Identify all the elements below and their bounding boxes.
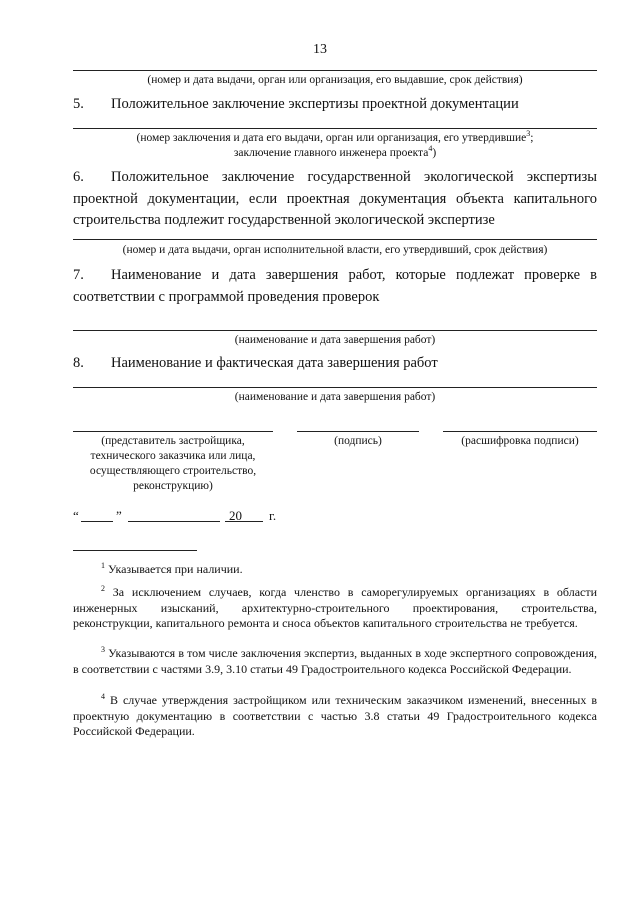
item-7-number: 7. xyxy=(73,267,84,283)
item-5-text: Положительное заключение экспертизы проектной документации xyxy=(111,96,519,112)
item-5-number: 5. xyxy=(73,96,84,112)
date-day-line xyxy=(81,521,113,522)
item-6 xyxy=(73,167,597,232)
item-6-number: 6. xyxy=(73,169,84,185)
signature-line-sign xyxy=(297,431,419,432)
caption-expertise: (номер заключения и дата его выдачи, орган или организация, его утвердившие$^3$; заключение главного инженера проекта$^4$) xyxy=(136,129,534,159)
fill-line-expertise xyxy=(73,128,597,129)
caption-representative: (представитель застройщика, технического заказчика или лица, осуществляющего строительство, реконструкцию) xyxy=(89,435,257,492)
fill-line-actual-works xyxy=(73,387,597,388)
item-8 xyxy=(73,353,597,375)
page-number: 13 xyxy=(313,42,327,57)
item-7-text: Наименование и дата завершения работ, которые подлежат проверке в соответствии с программой проведения проверок xyxy=(73,267,597,305)
date-open-quote: “ xyxy=(73,508,79,523)
caption-signature: (подпись) xyxy=(334,435,382,447)
footnote-4: $^4$ В случае утверждения застройщиком или техническим заказчиком изменений, внесенных в проектную документацию в соответствии с частью 3.8 статьи 49 Градостроительного кодекса Российской Федерации. xyxy=(73,692,597,738)
item-8-text: Наименование и фактическая дата завершения работ xyxy=(111,355,438,371)
fill-line-works xyxy=(73,330,597,331)
date-month-line xyxy=(128,521,220,522)
fill-line-eco-expertise xyxy=(73,239,597,240)
footnote-1: $^1$ Указывается при наличии. xyxy=(101,561,243,576)
signature-line-decode xyxy=(443,431,597,432)
date-close-quote: ” xyxy=(116,508,122,523)
signature-line-representative xyxy=(73,431,273,432)
footnote-separator xyxy=(73,550,197,551)
date-year-suffix: г. xyxy=(269,508,277,523)
caption-permit: (номер и дата выдачи, орган или организация, его выдавшие, срок действия) xyxy=(147,74,523,86)
footnote-3: $^3$ Указываются в том числе заключения экспертиз, выданных в ходе экспертного сопровождения, в соответствии с частями 3.9, 3.10 статьи 49 Градостроительного кодекса Российской Федерации. xyxy=(73,645,597,676)
caption-signature-decode: (расшифровка подписи) xyxy=(461,435,579,447)
item-6-text: Положительное заключение государственной экологической экспертизы проектной документации, если проектная документация объекта капитального строительства подлежит государственной экологической экспертизе xyxy=(73,169,597,228)
fill-line-permit xyxy=(73,70,597,71)
item-5 xyxy=(73,94,597,116)
footnote-2: $^2$ За исключением случаев, когда членство в саморегулируемых организациях в области инженерных изысканий, архитектурно-строительного проектирования, строительства, реконструкции, капитального ремонта и сноса объектов капитального строительства не требуется. xyxy=(73,584,598,630)
item-8-number: 8. xyxy=(73,355,84,371)
caption-eco-expertise: (номер и дата выдачи, орган исполнительной власти, его утвердивший, срок действия) xyxy=(122,244,548,256)
caption-works: (наименование и дата завершения работ) xyxy=(234,334,436,346)
item-7 xyxy=(73,265,597,308)
date-year-prefix: 20 xyxy=(229,508,242,523)
caption-actual-works: (наименование и дата завершения работ) xyxy=(234,391,436,403)
date-year-line xyxy=(225,521,263,522)
